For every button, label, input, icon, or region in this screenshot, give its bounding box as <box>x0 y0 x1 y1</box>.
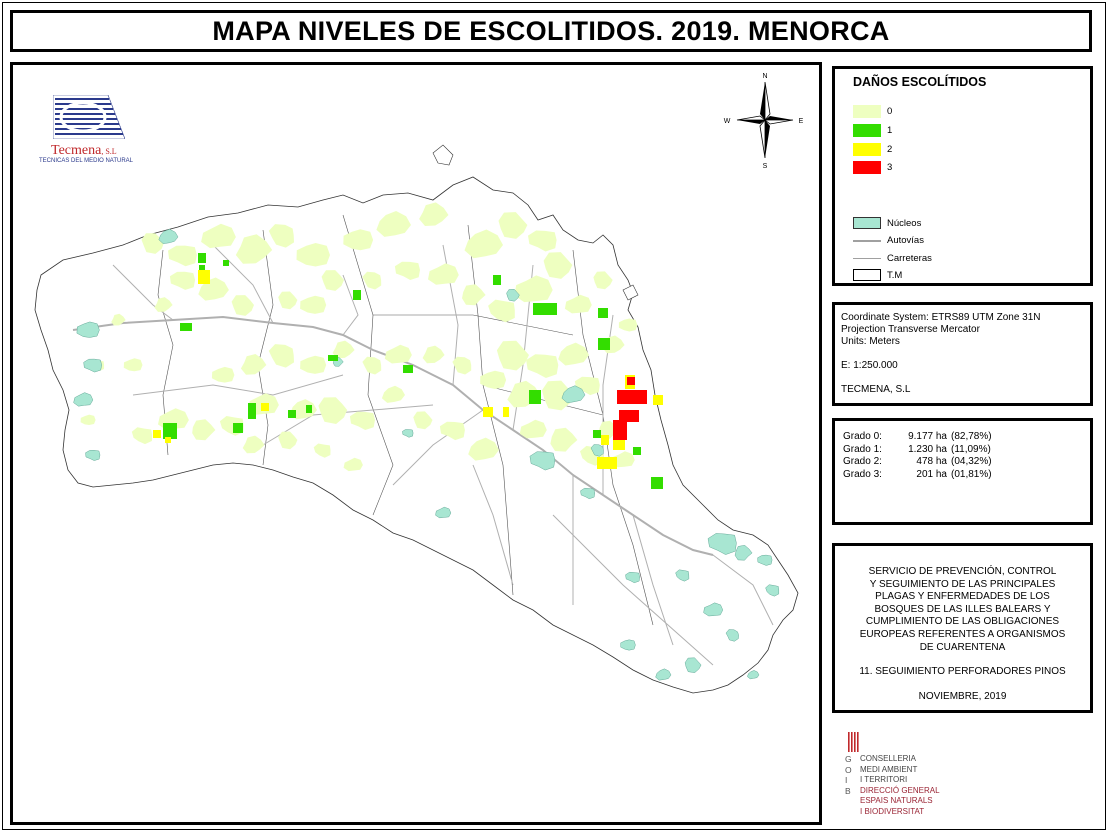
stat-row <box>843 431 1082 444</box>
grade-2-patch <box>483 407 493 417</box>
logo-tagline: TECNICAS DEL MEDIO NATURAL <box>39 158 134 164</box>
compass-rose <box>724 73 804 170</box>
gov-sub-2: ESPAIS NATURALS <box>860 796 933 805</box>
stat-pct: (04,32%) <box>951 456 992 467</box>
gov-sub-1: DIRECCIÓ GENERAL <box>860 785 940 795</box>
grade-1-patch <box>633 447 641 455</box>
logo-suffix: , S.L <box>101 147 117 156</box>
stat-pct: (82,78%) <box>951 431 992 442</box>
service-line: CUMPLIMIENTO DE LAS OBLIGACIONES <box>865 616 1060 628</box>
grade-2-swatch <box>853 143 881 156</box>
coord-system: Coordinate System: ETRS89 UTM Zone 31N <box>841 312 1041 323</box>
grade-3-patch <box>613 420 627 440</box>
grade-0-swatch <box>853 105 881 118</box>
service-line: DE CUARENTENA <box>919 641 1006 653</box>
grade-2-patch <box>653 395 663 405</box>
grade-1-patch <box>180 323 192 331</box>
grade-1-patch <box>233 423 243 433</box>
stat-ha: 478 ha <box>916 456 947 467</box>
legend-nucleos <box>853 217 921 229</box>
gov-letter: B <box>845 785 851 796</box>
coordinates-panel <box>832 302 1093 406</box>
grade-1-patch <box>529 390 541 404</box>
stat-label: Grado 1: <box>843 443 882 455</box>
gov-letter: O <box>845 764 852 775</box>
coast-islet <box>433 145 453 165</box>
stat-label: Grado 2: <box>843 456 882 467</box>
grade-3-patch <box>627 377 635 385</box>
tecmena-logo <box>39 95 163 175</box>
grade-2-patch <box>601 435 609 445</box>
grade-1-patch <box>403 365 413 373</box>
legend-tm <box>853 269 902 281</box>
tm-swatch <box>853 269 881 281</box>
stats-panel <box>832 418 1093 525</box>
legend-grade-label: 3 <box>887 162 893 173</box>
stat-label: Grado 3: <box>843 468 882 480</box>
autovias-swatch <box>853 240 881 242</box>
stat-ha: 201 ha <box>916 468 947 480</box>
stat-ha: 9.177 ha <box>908 431 947 442</box>
logo-company: Tecmena <box>51 143 102 158</box>
legend-grade-label: 1 <box>887 125 893 136</box>
service-line: EUROPEAS REFERENTES A ORGANISMOS <box>859 628 1066 640</box>
grade-1-swatch <box>853 124 881 137</box>
stat-pct: (01,81%) <box>951 468 992 480</box>
page-title: MAPA NIVELES DE ESCOLITIDOS. 2019. MENORCA <box>212 15 890 46</box>
grade-1-patch <box>288 410 296 418</box>
stat-row <box>843 469 1082 482</box>
menorca-map[interactable] <box>13 65 819 822</box>
legend-autovias <box>853 235 924 246</box>
grade-2-patch <box>165 437 171 443</box>
legend-autovias-label: Autovías <box>887 235 924 246</box>
legend-carreteras <box>853 253 932 264</box>
grade-1-patch <box>533 303 557 315</box>
balearic-flag-icon <box>847 732 859 752</box>
legend-grade-0 <box>853 105 892 118</box>
grade-2-patch <box>198 270 210 284</box>
nucleos-swatch <box>853 217 881 229</box>
legend-grade-label: 2 <box>887 144 893 155</box>
grade-1-patch <box>248 403 256 419</box>
grade-3-swatch <box>853 161 881 174</box>
title-panel <box>10 10 1092 52</box>
legend-grade-1 <box>853 124 892 137</box>
grade-2-patch <box>503 407 509 417</box>
legend-grade-2 <box>853 143 892 156</box>
service-date: NOVIEMBRE, 2019 <box>918 690 1007 702</box>
tecmena-emblem <box>53 95 125 139</box>
service-item: 11. SEGUIMIENTO PERFORADORES PINOS <box>859 666 1066 678</box>
urban-nucleus <box>747 670 759 679</box>
legend-grade-3 <box>853 161 892 174</box>
legend-panel <box>832 66 1093 286</box>
gov-letter: I <box>845 775 848 785</box>
gov-line-2: MEDI AMBIENT <box>860 764 918 774</box>
service-line: BOSQUES DE LAS ILLES BALEARS Y <box>874 603 1051 615</box>
grade-1-patch <box>651 477 663 489</box>
grade-1-patch <box>306 405 312 413</box>
grade-1-patch <box>223 260 229 266</box>
carreteras-swatch <box>853 258 881 259</box>
compass-w: W <box>723 118 731 125</box>
stat-ha: 1.230 ha <box>908 443 947 455</box>
grade-1-patch <box>598 338 610 350</box>
stat-label: Grado 0: <box>843 431 882 442</box>
coord-scale: E: 1:250.000 <box>841 360 898 371</box>
grade-1-patch <box>353 290 361 300</box>
grade-2-patch <box>597 457 617 469</box>
grade-1-patch <box>598 308 608 318</box>
grade-1-patch <box>593 430 601 438</box>
compass-n: N <box>762 73 768 80</box>
legend-tm-label: T.M <box>887 269 903 281</box>
gov-letter: G <box>845 754 852 764</box>
compass-s: S <box>762 163 768 170</box>
govern-logo <box>845 732 965 816</box>
stat-row <box>843 444 1082 457</box>
grade-2-patch <box>153 430 161 438</box>
service-line: Y SEGUIMIENTO DE LAS PRINCIPALES <box>869 578 1056 590</box>
grade-2-patch <box>261 403 269 411</box>
coord-author: TECMENA, S.L <box>841 384 911 395</box>
grade-1-patch <box>328 355 338 361</box>
gov-line-1: CONSELLERIA <box>860 754 917 763</box>
legend-title: DAÑOS ESCOLÍTIDOS <box>853 75 987 89</box>
legend-grade-label: 0 <box>887 106 893 117</box>
legend-carreteras-label: Carreteras <box>887 253 932 264</box>
stat-row <box>843 456 1082 469</box>
coord-units: Units: Meters <box>841 336 900 347</box>
stat-pct: (11,09%) <box>951 443 991 455</box>
compass-e: E <box>798 118 804 125</box>
grade-3-patch <box>617 390 647 404</box>
map-panel[interactable] <box>10 62 822 825</box>
gov-sub-3: I BIODIVERSITAT <box>860 806 925 816</box>
grade-1-patch <box>163 423 177 439</box>
grade-2-patch <box>613 440 625 450</box>
service-panel <box>832 543 1093 713</box>
grade-1-patch <box>493 275 501 285</box>
coord-projection: Projection Transverse Mercator <box>841 324 980 335</box>
gov-line-3: I TERRITORI <box>860 775 908 784</box>
legend-nucleos-label: Núcleos <box>887 217 922 229</box>
service-line: SERVICIO DE PREVENCIÓN, CONTROL <box>868 566 1057 577</box>
grade-1-patch <box>198 253 206 263</box>
service-line: PLAGAS Y ENFERMEDADES DE LOS <box>875 591 1050 603</box>
